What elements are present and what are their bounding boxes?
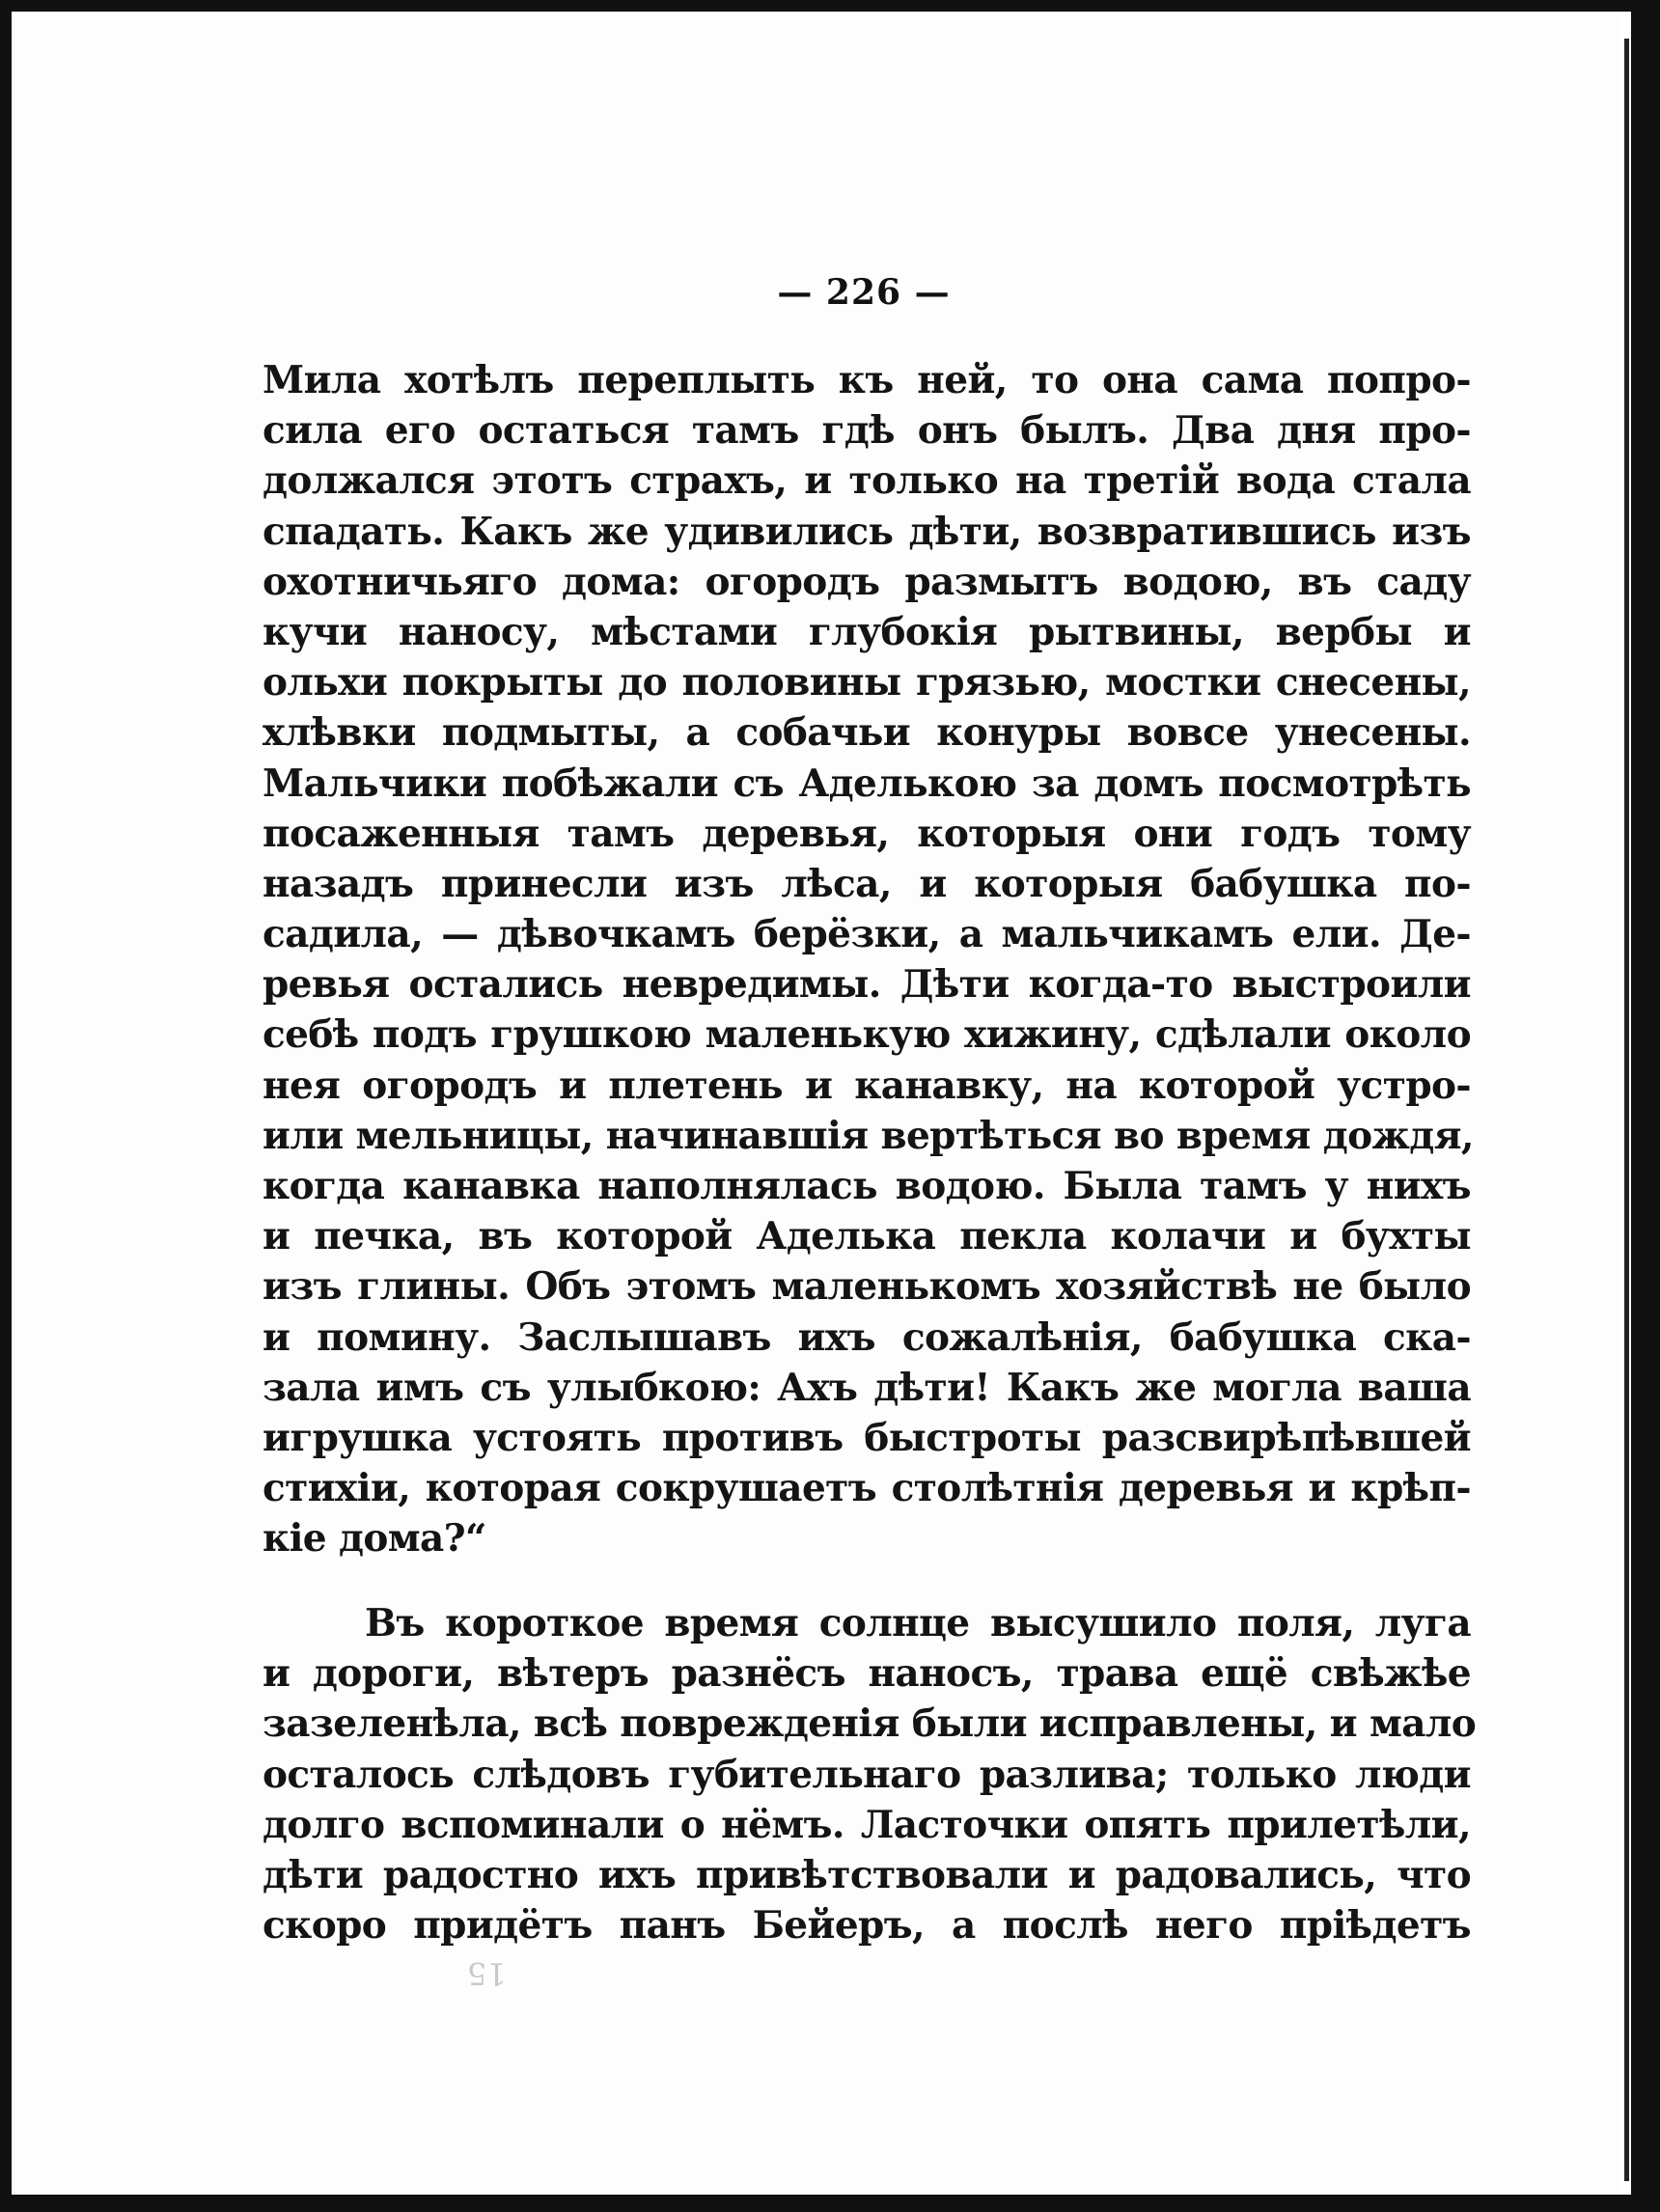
text-line: игрушка устоять противъ быстроты разсвирѣпѣвшей bbox=[263, 1415, 1471, 1460]
text-line: кіе дома?“ bbox=[263, 1516, 486, 1562]
text-line: и помину. Заслышавъ ихъ сожалѣнія, бабушка ска- bbox=[263, 1314, 1471, 1360]
text-line: садила, — дѣвочкамъ берёзки, а мальчикамъ ели. Де- bbox=[263, 912, 1471, 957]
printer-signature-mark: 15 bbox=[467, 1955, 507, 1992]
text-line: сила его остаться тамъ гдѣ онъ былъ. Два дня про- bbox=[263, 408, 1471, 454]
text-line: назадъ принесли изъ лѣса, и которыя бабушка по- bbox=[263, 861, 1471, 906]
text-line: или мельницы, начинавшія вертѣться во время дождя, bbox=[263, 1113, 1474, 1158]
text-line: зазеленѣла, всѣ поврежденія были исправлены, и мало bbox=[263, 1701, 1477, 1747]
text-line: нея огородъ и плетень и канавку, на которой устро- bbox=[263, 1063, 1471, 1108]
paragraph-2 bbox=[263, 1598, 1477, 1950]
scan-border-left bbox=[0, 0, 12, 2212]
text-line: кучи наносу, мѣстами глубокія рытвины, вербы и bbox=[263, 609, 1471, 654]
text-line: Мила хотѣлъ переплыть къ ней, то она сама попро- bbox=[263, 358, 1471, 402]
text-line: ревья остались невредимы. Дѣти когда-то выстроили bbox=[263, 962, 1471, 1008]
text-line: хлѣвки подмыты, а собачьи конуры вовсе унесены. bbox=[263, 710, 1471, 756]
text-line: стихіи, которая сокрушаетъ столѣтнія деревья и крѣп- bbox=[263, 1466, 1471, 1511]
text-line: изъ глины. Объ этомъ маленькомъ хозяйствѣ не было bbox=[263, 1264, 1471, 1310]
text-line: осталось слѣдовъ губительнаго разлива; только люди bbox=[263, 1752, 1471, 1797]
text-line: себѣ подъ грушкою маленькую хижину, сдѣлали около bbox=[263, 1012, 1471, 1058]
scan-border-top bbox=[0, 0, 1660, 12]
scan-border-right bbox=[1631, 0, 1660, 2212]
text-line: зала имъ съ улыбкою: Ахъ дѣти! Какъ же могла ваша bbox=[263, 1365, 1471, 1410]
paragraph-1 bbox=[263, 355, 1474, 1564]
text-line: дѣти радостно ихъ привѣтствовали и радовались, что bbox=[263, 1852, 1471, 1897]
text-line: посаженныя тамъ деревья, которыя они годъ тому bbox=[263, 811, 1471, 856]
text-line: и дороги, вѣтеръ разнёсъ наносъ, трава ещё свѣжѣе bbox=[263, 1651, 1471, 1697]
text-line: должался этотъ страхъ, и только на третій вода стала bbox=[263, 458, 1471, 504]
text-line: скоро придётъ панъ Бейеръ, а послѣ него пріѣдетъ bbox=[263, 1903, 1471, 1949]
page-edge-shadow bbox=[1624, 39, 1629, 2181]
text-line: Мальчики побѣжали съ Аделькою за домъ посмотрѣть bbox=[263, 760, 1471, 806]
text-line: долго вспоминали о нёмъ. Ласточки опять прилетѣли, bbox=[263, 1802, 1471, 1847]
scan-border-bottom bbox=[0, 2195, 1660, 2212]
text-line: спадать. Какъ же удивились дѣти, возвратившись изъ bbox=[263, 509, 1471, 554]
text-line: охотничьяго дома: огородъ размытъ водою, въ саду bbox=[263, 559, 1471, 604]
page-number: — 226 — bbox=[777, 272, 951, 313]
text-line: и печка, въ которой Аделька пекла колачи и бухты bbox=[263, 1214, 1471, 1259]
text-line: когда канавка наполнялась водою. Была тамъ у нихъ bbox=[263, 1164, 1471, 1208]
text-line: Въ короткое время солнце высушило поля, луга bbox=[365, 1601, 1471, 1645]
text-line: ольхи покрыты до половины грязью, мостки снесены, bbox=[263, 660, 1471, 705]
